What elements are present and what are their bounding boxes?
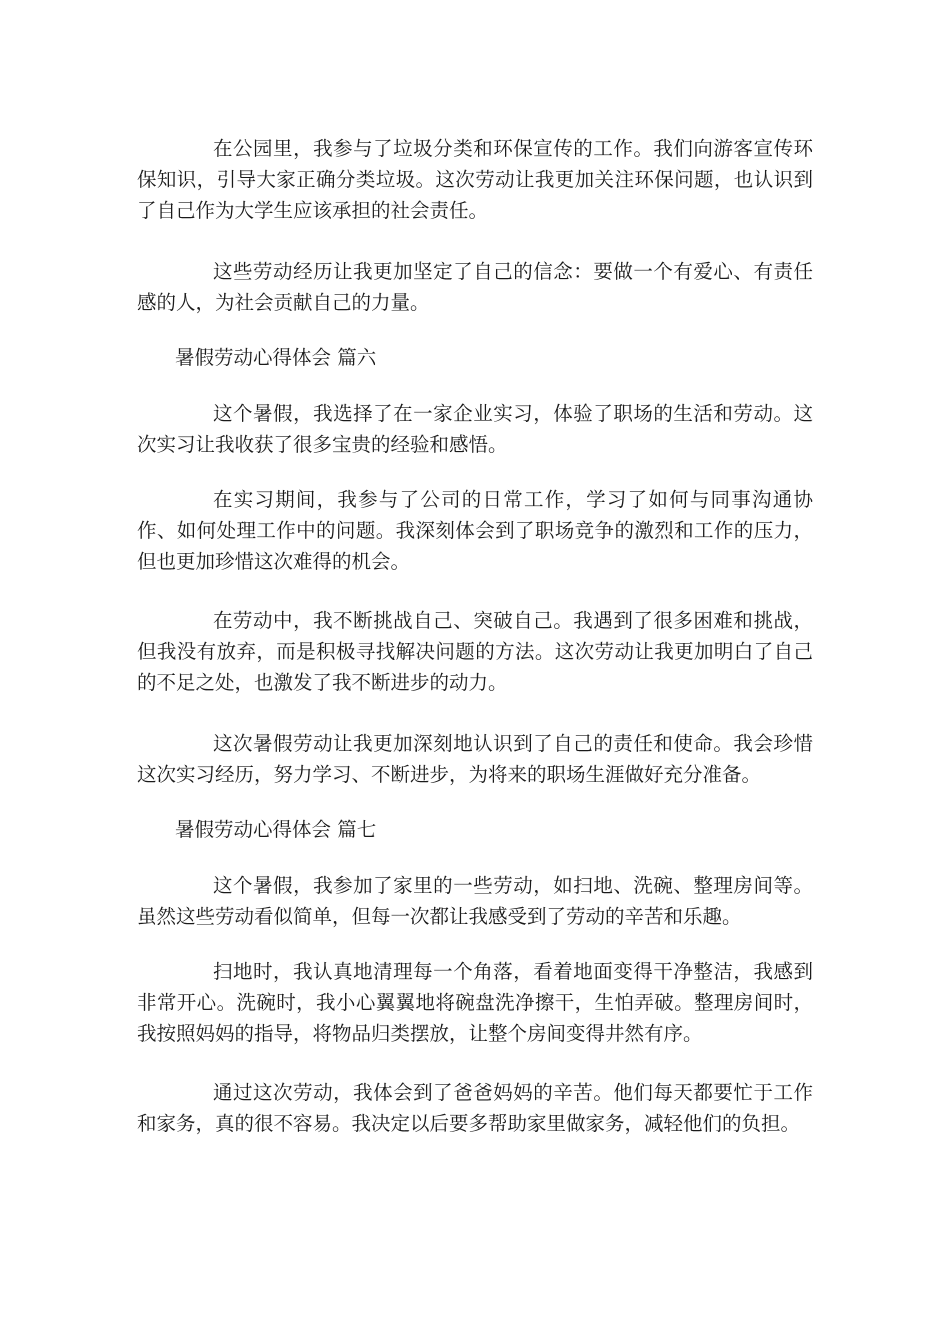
paragraph-housework-details: 扫地时，我认真地清理每一个角落，看着地面变得干净整洁，我感到非常开心。洗碗时，我小心翼翼地将碗盘洗净擦干，生怕弄破。整理房间时，我按照妈妈的指导，将物品归类摆放，让整个房间变得井然有序。 — [137, 960, 813, 1045]
section-heading-6: 暑假劳动心得体会 篇六 — [175, 346, 377, 369]
paragraph-internship-intro: 这个暑假，我选择了在一家企业实习，体验了职场的生活和劳动。这次实习让我收获了很多宝贵的经验和感悟。 — [137, 402, 813, 456]
paragraph-belief: 这些劳动经历让我更加坚定了自己的信念：要做一个有爱心、有责任感的人，为社会贡献自己的力量。 — [137, 260, 813, 314]
paragraph-park-recycling: 在公园里，我参与了垃圾分类和环保宣传的工作。我们向游客宣传环保知识，引导大家正确分类垃圾。这次劳动让我更加关注环保问题，也认识到了自己作为大学生应该承担的社会责任。 — [137, 137, 813, 222]
paragraph-parents: 通过这次劳动，我体会到了爸爸妈妈的辛苦。他们每天都要忙于工作和家务，真的很不容易。我决定以后要多帮助家里做家务，减轻他们的负担。 — [137, 1081, 813, 1135]
paragraph-housework-intro: 这个暑假，我参加了家里的一些劳动，如扫地、洗碗、整理房间等。虽然这些劳动看似简单，但每一次都让我感受到了劳动的辛苦和乐趣。 — [137, 874, 813, 928]
paragraph-internship-work: 在实习期间，我参与了公司的日常工作，学习了如何与同事沟通协作、如何处理工作中的问题。我深刻体会到了职场竞争的激烈和工作的压力，但也更加珍惜这次难得的机会。 — [137, 488, 813, 573]
paragraph-responsibility: 这次暑假劳动让我更加深刻地认识到了自己的责任和使命。我会珍惜这次实习经历，努力学习、不断进步，为将来的职场生涯做好充分准备。 — [137, 732, 813, 786]
section-heading-7: 暑假劳动心得体会 篇七 — [175, 818, 377, 841]
paragraph-challenges: 在劳动中，我不断挑战自己、突破自己。我遇到了很多困难和挑战，但我没有放弃，而是积极寻找解决问题的方法。这次劳动让我更加明白了自己的不足之处，也激发了我不断进步的动力。 — [137, 609, 813, 694]
